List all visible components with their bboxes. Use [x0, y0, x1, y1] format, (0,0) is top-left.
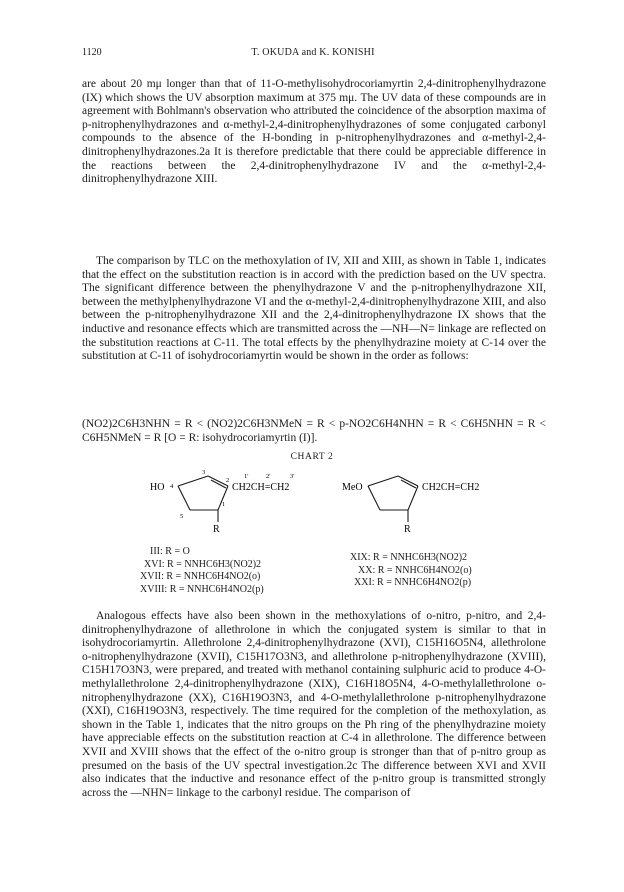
right-structure-diagram: [330, 464, 520, 544]
compound-entry: XVII: R = NNHC6H4NO2(o): [140, 571, 261, 582]
page-number: 1120: [82, 47, 102, 58]
compound-entry: XX: R = NNHC6H4NO2(o): [358, 564, 472, 576]
paragraph-text: The comparison by TLC on the methoxylation of IV, XII and XIII, as shown in Table 1, indicates that the effect on the substitution reaction is in accord with the prediction based on the UV spectra. The significant difference between the phenylhydrazone V and the p-nitrophenylhydrazone XII, between the methylphenylhydrazone VI and the α-methyl-2,4-dinitrophenylhydrazone XIII, and also between the p-nitrophenylhydrazone XII and the 2,4-dinitrophenylhydrazone IX shows that the inductive and resonance effects which are transmitted across the —NH—N= linkage are reflected on the substitution reactions at C-11. The total effects by the phenylhydrazine moiety at C-14 over the substitution at C-11 of isohydrocoriamyrtin would be shown in the order as follows:: [82, 255, 546, 363]
compound-entry: XIX: R = NNHC6H3(NO2)2: [350, 552, 468, 563]
running-title: T. OKUDA and K. KONISHI: [251, 47, 375, 58]
r-label: R: [404, 524, 411, 535]
paragraph-text: are about 20 mμ longer than that of 11-O-methylisohydrocoriamyrtin 2,4-dinitrophenylhydrazone (IX) which shows the UV absorption maximum at 375 mμ. The UV data of these compounds are in agreement with Bohlmann's observation who attributed the coincidence of the absorption maxima of p-nitrophenylhydrazones and α-methyl-2,4-dinitrophenylhydrazones of some conjugated carbonyl compounds to the absence of the H-bonding in p-nitrophenylhydrazones and α-methyl-2,4-dinitrophenylhydrazones.2a It is therefore predictable that there could be appreciable difference in the reactions between the 2,4-dinitrophenylhydrazone IV and the α-methyl-2,4-dinitrophenylhydrazone XIII.: [82, 78, 546, 186]
body-paragraph-2: [82, 255, 546, 364]
compound-entry: III: R = O: [150, 546, 190, 557]
meo-label: MeO: [342, 482, 363, 493]
locant-4: 4: [170, 483, 174, 490]
locant-3-prime: 3': [290, 473, 295, 480]
side-chain-label: CH2CH=CH2: [422, 482, 480, 493]
left-structure-diagram: [140, 464, 330, 544]
locant-2-prime: 2': [266, 473, 271, 480]
right-compound-list: [344, 552, 472, 590]
r-label: R: [213, 524, 220, 535]
ho-label: HO: [150, 482, 165, 493]
chart-title: CHART 2: [290, 452, 334, 462]
locant-1: 1: [222, 501, 226, 508]
compound-entry: XVIII: R = NNHC6H4NO2(p): [140, 583, 264, 595]
locant-1-prime: 1': [244, 473, 249, 480]
equation-text: (NO2)2C6H3NHN = R < (NO2)2C6H3NMeN = R < p-NO2C6H4NHN = R < C6H5NHN = R < C6H5NMeN = R [O = R: isohydrocoriamyrtin (I)].: [82, 418, 546, 444]
body-paragraph-3: [82, 610, 546, 800]
compound-entry: XXI: R = NNHC6H4NO2(p): [354, 577, 472, 588]
locant-3: 3: [202, 469, 206, 476]
compound-entry: XVI: R = NNHC6H3(NO2)2: [144, 558, 262, 570]
locant-5: 5: [180, 513, 184, 520]
locant-2: 2: [226, 477, 230, 484]
order-equation: [82, 418, 546, 445]
paragraph-text: Analogous effects have also been shown in the methoxylations of o-nitro, p-nitro, and 2,4-dinitrophenylhydrazone of allethrolone in which the conjugated system is similar to that in isohydrocoriamyrtin. Allethrolone 2,4-dinitrophenylhydrazone (XVI), C15H16O5N4, allethrolone o-nitrophenylhydrazone (XVII), C15H17O3N3, and allethrolone p-nitrophenylhydrazone (XVIII), C15H17O3N3, were prepared, and treated with methanol containing sulphuric acid to produce 4-O-methylallethrolone 2,4-dinitrophenylhydrazone (XIX), C16H18O5N4, 4-O-methylallethrolone o-nitrophenylhydrazone (XX), C16H19O3N3, and 4-O-methylallethrolone p-nitrophenylhydrazone (XXI), C16H19O3N3, respectively. The time required for the completion of the methoxylation, as shown in the Table 1, indicates that the nitro groups on the Ph ring of the phenylhydrazine moiety have appreciable effects on the substitution reaction at C-4 in allethrolone. The difference between XVII and XVIII shows that the effect of the o-nitro group is stronger than that of p-nitro group as presumed on the basis of the UV spectral investigation.2c The difference between XVI and XVII also indicates that the inductive and resonance effect of the p-nitro group is transmitted strongly across the —NHN= linkage to the carbonyl residue. The comparison of: [82, 610, 546, 799]
side-chain-label: CH2CH=CH2: [232, 482, 290, 493]
body-paragraph-1: [82, 78, 546, 187]
left-compound-list: [140, 546, 264, 596]
